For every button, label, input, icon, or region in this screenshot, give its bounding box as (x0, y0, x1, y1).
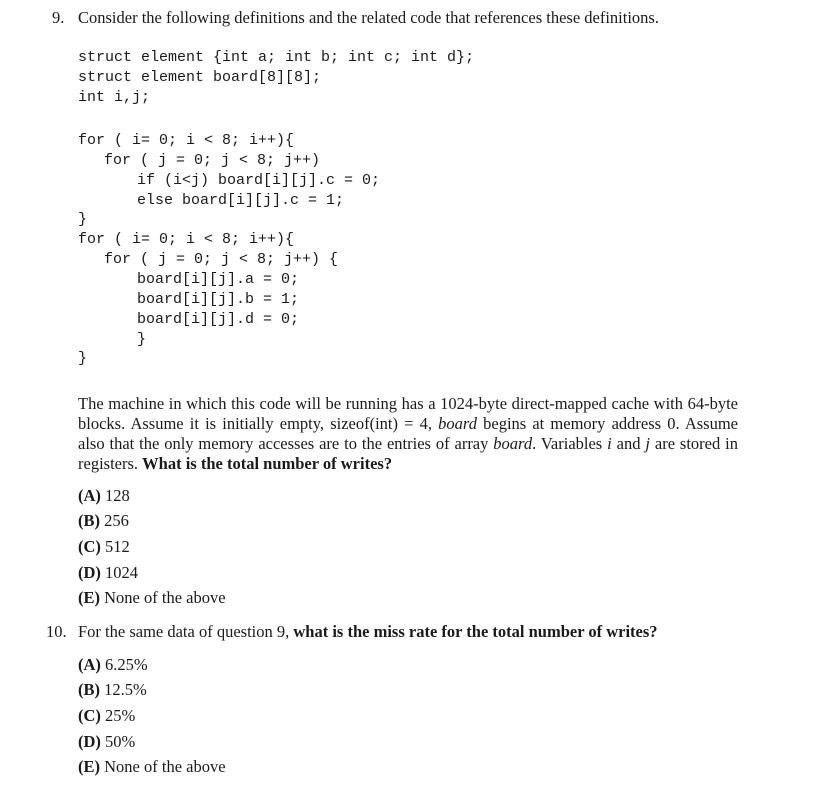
answer-option[interactable] (78, 706, 135, 726)
question-9-number: 9. (52, 8, 65, 27)
code-line: else board[i][j].c = 1; (137, 192, 345, 209)
option-label: (D) (78, 563, 101, 582)
para-text: . Variables (532, 434, 608, 453)
para-text: The machine in which this code will be running has a 1024-byte direct-mapped cache with 64-byte blocks. Assume it is initially empty, sizeof(int) = 4, (78, 394, 738, 433)
code-line: struct element {int a; int b; int c; int d}; (78, 49, 475, 66)
option-label: (A) (78, 486, 101, 505)
question-9-question: What is the total number of writes? (142, 454, 393, 473)
para-text: j (645, 434, 650, 453)
para-text: are stored in registers. (78, 434, 738, 473)
answer-option[interactable] (78, 511, 129, 531)
option-label: (C) (78, 537, 101, 556)
code-line: int i,j; (78, 89, 151, 106)
code-line: for ( j = 0; j < 8; j++) (104, 152, 321, 169)
option-text: 6.25% (105, 655, 148, 674)
code-line: for ( i= 0; i < 8; i++){ (78, 231, 295, 248)
code-line: } (137, 331, 147, 348)
answer-option[interactable] (78, 655, 148, 675)
answer-option[interactable] (78, 588, 226, 608)
answer-option[interactable] (78, 680, 147, 700)
option-text: 12.5% (104, 680, 147, 699)
option-text: 50% (105, 732, 136, 751)
code-line: for ( j = 0; j < 8; j++) { (104, 251, 339, 268)
option-label: (C) (78, 706, 101, 725)
para-text: i (607, 434, 612, 453)
option-text: None of the above (104, 588, 226, 607)
para-text: board (438, 414, 477, 433)
code-line: board[i][j].d = 0; (137, 311, 300, 328)
code-line: } (78, 350, 88, 367)
question-10-prompt (78, 622, 658, 642)
option-label: (D) (78, 732, 101, 751)
code-line: } (78, 211, 88, 228)
option-label: (B) (78, 511, 100, 530)
code-line: for ( i= 0; i < 8; i++){ (78, 132, 295, 149)
option-label: (E) (78, 757, 100, 776)
code-line: board[i][j].b = 1; (137, 291, 300, 308)
option-text: 512 (105, 537, 130, 556)
option-label: (E) (78, 588, 100, 607)
code-line: struct element board[8][8]; (78, 69, 322, 86)
para-text: begins at memory address 0. Assume also that the only memory accesses are to the entries of array (78, 414, 738, 453)
answer-option[interactable] (78, 732, 135, 752)
option-label: (A) (78, 655, 101, 674)
option-text: 256 (104, 511, 129, 530)
question-9-prompt: Consider the following definitions and the related code that references these definitions. (78, 8, 659, 27)
question-10-question: what is the miss rate for the total number of writes? (293, 622, 658, 641)
answer-option[interactable] (78, 486, 130, 506)
question-10-lead: For the same data of question 9, (78, 622, 294, 641)
option-label: (B) (78, 680, 100, 699)
code-line: board[i][j].a = 0; (137, 271, 300, 288)
option-text: 128 (105, 486, 130, 505)
option-text: 1024 (105, 563, 139, 582)
para-text: board (493, 434, 533, 453)
code-line: if (i<j) board[i][j].c = 0; (137, 172, 381, 189)
question-10-number: 10. (46, 622, 67, 641)
option-text: None of the above (104, 757, 226, 776)
answer-option[interactable] (78, 757, 226, 777)
answer-option[interactable] (78, 537, 130, 557)
option-text: 25% (105, 706, 136, 725)
para-text: and (611, 434, 646, 453)
question-9-description (78, 394, 738, 474)
answer-option[interactable] (78, 563, 138, 583)
